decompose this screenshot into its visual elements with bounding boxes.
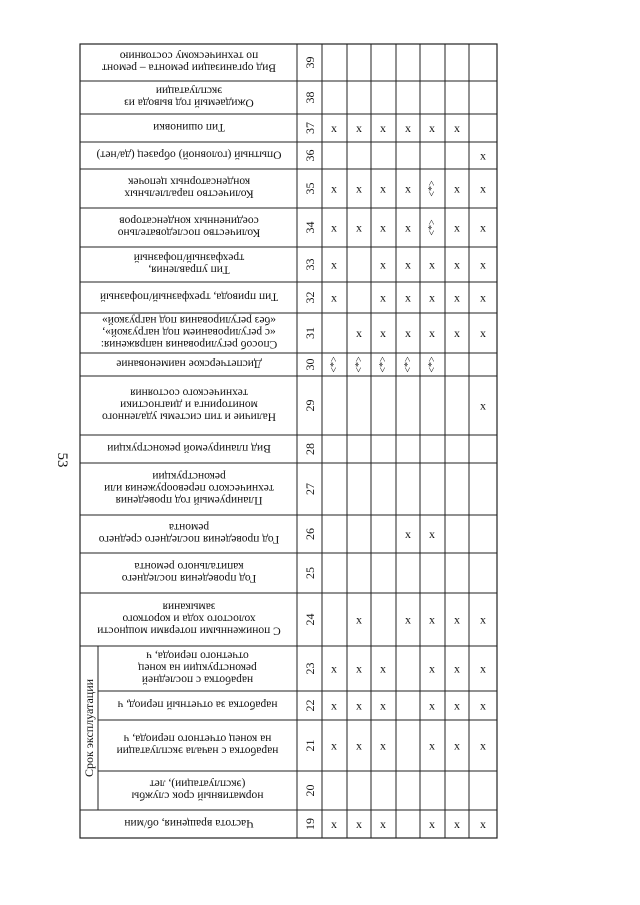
table-cell-mark: <*> (354, 356, 365, 373)
header-line: эксплуатации (155, 84, 223, 97)
table-cell-mark: x (480, 257, 486, 272)
header-line: Частота вращения, об/мин (124, 817, 254, 829)
header-line: реконструкции на конец (138, 661, 257, 674)
table-cell-mark: x (356, 220, 362, 235)
column-number: 30 (303, 358, 317, 371)
table-column-23 (138, 649, 486, 685)
table-cell-mark: x (380, 326, 386, 340)
column-header-text (153, 121, 225, 133)
column-header-text (122, 560, 257, 584)
table-column-33 (134, 251, 486, 275)
table-cell-mark: x (454, 612, 460, 627)
table-cell-mark: x (454, 326, 460, 340)
table-column-19 (124, 817, 486, 831)
table-cell-mark: x (380, 121, 386, 135)
table-cell-mark: x (429, 817, 435, 831)
header-line: наработка за отчетный период, ч (117, 698, 278, 711)
column-header-text (117, 214, 260, 238)
header-line: мониторинга и диагностики (120, 398, 258, 411)
table-cell-mark: x (405, 612, 411, 627)
column-number: 29 (303, 399, 317, 412)
table-cell-mark: x (480, 148, 486, 163)
header-line: трехфазный/пофазный (133, 251, 245, 264)
table-column-25 (122, 560, 317, 584)
table-cell-mark: x (429, 698, 435, 713)
table-column-21 (117, 732, 486, 756)
column-header-text (102, 386, 276, 422)
table-cell-mark: x (356, 738, 362, 753)
table-cell-mark: x (380, 738, 386, 753)
table-cell-mark: x (380, 817, 386, 831)
table-cell-mark: <*> (427, 356, 438, 373)
header-line: технического состояния (130, 386, 248, 399)
group-header-lifetime: Срок эксплуатации (82, 678, 96, 778)
header-line: (эксплуатации), лет (149, 777, 246, 790)
header-line: капитального ремонта (134, 559, 244, 572)
column-number: 39 (303, 56, 317, 69)
table-cell-mark: x (480, 398, 486, 413)
header-line: наработка с начала эксплуатации (116, 744, 279, 757)
table-cell-mark: x (405, 220, 411, 235)
table-grid (80, 44, 497, 838)
table-cell-mark: x (405, 121, 411, 135)
column-number: 19 (303, 818, 317, 830)
header-line: Планируемый год проведения (115, 494, 263, 507)
table-cell-mark: x (331, 220, 337, 235)
column-header-text (138, 649, 257, 685)
column-number: 25 (303, 567, 317, 579)
header-line: Наличие и тип системы удаленного (101, 410, 277, 423)
table-cell-mark: x (454, 257, 460, 272)
table-column-20 (131, 777, 317, 801)
table-cell-mark: x (331, 817, 337, 831)
column-number: 23 (303, 662, 317, 675)
header-line: Количество параллельных (124, 187, 254, 200)
table-cell-mark: x (405, 290, 411, 305)
header-line: Тип управления, (148, 263, 230, 276)
table-cell-mark: x (454, 181, 460, 196)
rotated-table (80, 44, 497, 838)
table-cell-mark: x (331, 698, 337, 713)
table-cell-mark: x (356, 326, 362, 340)
column-header-text (124, 817, 253, 829)
header-line: наработка с последней (141, 673, 254, 686)
header-line: отчетного периода, ч (146, 649, 249, 662)
table-cell-mark: x (454, 661, 460, 676)
header-line: на конец отчетного периода, ч (123, 732, 272, 745)
column-header-text (124, 84, 254, 108)
table-cell-mark: x (356, 661, 362, 676)
table-cell-mark: <*> (329, 356, 340, 373)
table-frame (80, 44, 497, 838)
table-cell-mark: x (480, 290, 486, 305)
column-header-text (131, 777, 263, 801)
table-column-39 (102, 49, 317, 73)
table-column-26 (99, 521, 435, 545)
header-line: Тип привода, трехфазный/пофазный (99, 290, 279, 303)
table-cell-mark: x (380, 661, 386, 676)
column-number: 35 (303, 182, 317, 195)
table-cell-mark: x (454, 220, 460, 235)
column-number: 37 (303, 122, 317, 134)
table-cell-mark: x (356, 698, 362, 713)
table-cell-mark: x (380, 181, 386, 196)
header-line: Диспетчерское наименование (116, 357, 262, 370)
table-cell-mark: x (331, 738, 337, 753)
table-column-28 (107, 442, 317, 455)
header-line: Количество последовательно (117, 226, 261, 239)
header-line: холостого хода и короткого (122, 612, 256, 625)
table-column-32 (100, 291, 486, 305)
header-line: Опытный (головной) образец (да/нет) (96, 148, 282, 161)
table-cell-mark: x (405, 181, 411, 196)
column-number: 26 (303, 528, 317, 540)
header-line: по техническому состоянию (119, 49, 259, 62)
table-cell-mark: x (454, 698, 460, 713)
column-header-text (99, 521, 280, 545)
table-cell-mark: x (429, 612, 435, 627)
table-cell-mark: x (480, 698, 486, 713)
header-line: Ожидаемый год вывода из (124, 96, 254, 109)
table-column-22 (117, 699, 486, 713)
column-header-text (117, 732, 279, 756)
header-line: замыкания (162, 600, 216, 613)
table-cell-mark: x (480, 612, 486, 627)
table-cell-mark: x (331, 181, 337, 196)
table-column-38 (124, 84, 317, 108)
table-cell-mark: x (405, 326, 411, 340)
table-column-37 (153, 121, 460, 135)
column-number: 33 (303, 258, 317, 271)
column-number: 31 (303, 327, 317, 339)
column-number: 32 (303, 291, 317, 304)
column-header-text (124, 175, 254, 199)
table-cell-mark: x (480, 661, 486, 676)
table-column-35 (124, 175, 486, 199)
table-cell-mark: <*> (427, 219, 438, 236)
table-cell-mark: x (429, 527, 435, 541)
header-line: ремонта (168, 520, 210, 533)
table-cell-mark: x (429, 326, 435, 340)
header-line: технического перевооружения или (104, 482, 274, 494)
table-cell-mark: x (454, 290, 460, 305)
table-column-30 (116, 356, 438, 373)
column-number: 36 (303, 149, 317, 162)
table-cell-mark: x (331, 121, 337, 135)
header-line: Вид организации ремонта – ремонт (101, 61, 277, 74)
header-line: Год проведения последнего (121, 572, 257, 585)
table-cell-mark: x (480, 181, 486, 196)
table-cell-mark: x (380, 290, 386, 305)
table-cell-mark: x (331, 661, 337, 676)
header-line: Вид планируемой реконструкции (107, 442, 271, 454)
column-number: 34 (303, 221, 317, 234)
table-cell-mark: x (429, 738, 435, 753)
table-cell-mark: <*> (403, 356, 414, 373)
header-line: соединенных конденсаторов (119, 214, 259, 227)
table-cell-mark: x (454, 121, 460, 135)
table-cell-mark: x (331, 257, 337, 272)
table-column-29 (102, 386, 486, 422)
column-header-text (96, 149, 281, 161)
column-number: 27 (303, 483, 317, 495)
table-cell-mark: x (356, 121, 362, 135)
column-number: 24 (303, 613, 317, 626)
table-cell-mark: x (429, 290, 435, 305)
column-header-text (117, 699, 277, 711)
column-header-text (116, 358, 262, 370)
header-line: Способ регулирования напряжения: (100, 338, 278, 351)
table-cell-mark: x (356, 817, 362, 831)
column-number: 38 (303, 91, 317, 104)
table-cell-mark: x (454, 817, 460, 831)
table-cell-mark: x (380, 257, 386, 272)
table-cell-mark: x (380, 220, 386, 235)
table-column-31 (101, 314, 486, 350)
column-number: 20 (303, 784, 317, 797)
table-column-36 (96, 149, 486, 163)
column-number: 28 (303, 443, 317, 455)
header-line: реконструкции (152, 469, 226, 482)
column-header-text (104, 470, 274, 506)
header-line: С пониженными потерями мощности (97, 624, 281, 637)
header-line: Тип ошиновки (153, 121, 225, 133)
table-cell-mark: x (480, 738, 486, 753)
column-header-text (102, 49, 276, 73)
column-header-text (134, 251, 245, 275)
header-line: нормативный срок службы (131, 789, 264, 802)
table-cell-mark: x (380, 698, 386, 713)
table-column-34 (117, 214, 486, 238)
table-cell-mark: x (405, 527, 411, 541)
header-line: «без регулирования под нагрузкой» (102, 313, 276, 326)
column-number: 21 (303, 739, 317, 752)
table-cell-mark: x (480, 326, 486, 340)
column-header-text (97, 600, 281, 636)
table-column-24 (97, 600, 486, 636)
table-cell-mark: <*> (427, 180, 438, 197)
table-cell-mark: x (429, 257, 435, 272)
column-header-text (107, 442, 271, 454)
table-cell-mark: x (429, 121, 435, 135)
table-cell-mark: x (356, 181, 362, 196)
column-header-text (101, 314, 278, 350)
table-cell-mark: x (480, 220, 486, 235)
table-cell-mark: <*> (378, 356, 389, 373)
page-number: 53 (54, 452, 70, 468)
table-cell-mark: x (454, 738, 460, 753)
header-line: Год проведения последнего среднего (98, 533, 280, 546)
table-cell-mark: x (356, 612, 362, 627)
column-number: 22 (303, 699, 317, 712)
header-line: конденсаторных цепочек (127, 175, 251, 188)
table-cell-mark: x (480, 817, 486, 831)
column-header-text (100, 291, 278, 303)
header-line: «с регулированием под нагрузкой», (102, 326, 276, 338)
table-column-27 (104, 470, 317, 506)
table-cell-mark: x (429, 661, 435, 676)
table-cell-mark: x (405, 257, 411, 272)
table-cell-mark: x (331, 290, 337, 305)
